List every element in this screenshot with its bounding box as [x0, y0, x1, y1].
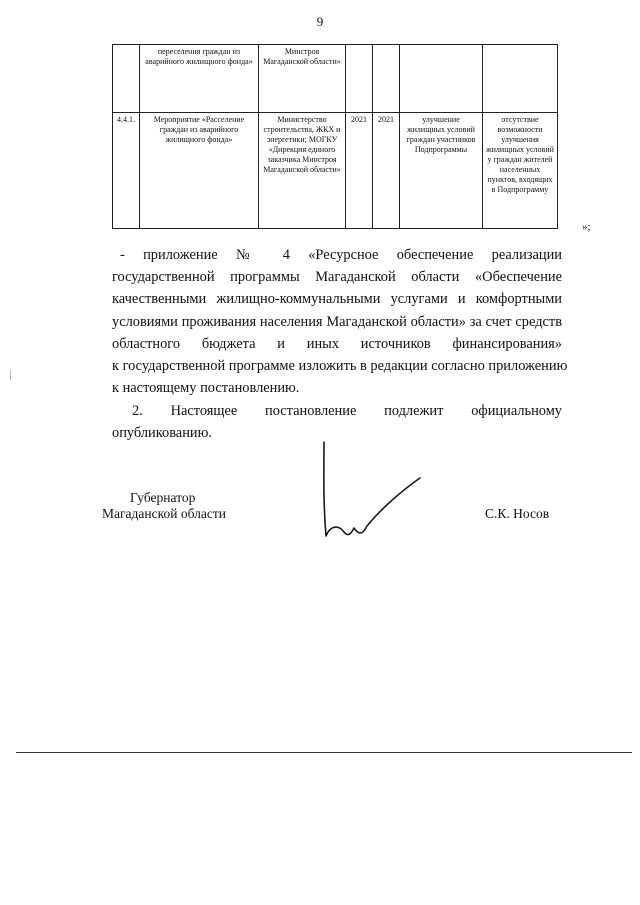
signatory-title-line2: Магаданской области [102, 506, 226, 521]
paragraph-line: условиями проживания населения Магаданской области» за счет средств [112, 313, 562, 330]
cell-executor: Минстроя Магаданской области» [259, 45, 346, 113]
margin-mark [10, 370, 11, 380]
cell-name: Мероприятие «Расселение граждан из аварийного жилищного фонда» [140, 113, 259, 229]
paragraph-line: государственной программы Магаданской области «Обеспечение [112, 269, 562, 286]
cell-number [113, 45, 140, 113]
paragraph-publication [112, 400, 562, 444]
cell-consequence: отсутствие возможности улучшения жилищных условий у граждан жителей населенных пунктов, входящих в Подпрограмму [483, 113, 558, 229]
measures-table [112, 44, 558, 229]
table-closing-quote: »; [582, 221, 591, 233]
paragraph-line: качественными жилищно-коммунальными услугами и комфортными [112, 291, 562, 308]
footer-divider [16, 752, 632, 753]
cell-result [400, 45, 483, 113]
signatory-title-line1: Губернатор [130, 490, 196, 505]
cell-consequence [483, 45, 558, 113]
table-row [113, 113, 558, 229]
paragraph-line: к настоящему постановлению. [112, 380, 300, 397]
paragraph-line: к государственной программе изложить в редакции согласно приложению [112, 358, 568, 375]
page-number: 9 [316, 14, 324, 29]
handwritten-signature [318, 440, 428, 550]
cell-name: переселения граждан из аварийного жилищного фонда» [140, 45, 259, 113]
cell-executor: Министерство строительства, ЖКХ и энергетики; МОГКУ «Дирекция единого заказчика Минстроя Магаданской области» [259, 113, 346, 229]
cell-start [346, 45, 373, 113]
cell-result: улучшение жилищных условий граждан участников Подпрограммы [400, 113, 483, 229]
paragraph-line: опубликованию. [112, 425, 212, 442]
cell-start: 2021 [346, 113, 373, 229]
paragraph-appendix [112, 244, 568, 399]
cell-number: 4.4.1. [113, 113, 140, 229]
paragraph-line: 2. Настоящее постановление подлежит официальному [132, 403, 562, 419]
signatory-name: С.К. Носов [485, 506, 550, 521]
cell-end [373, 45, 400, 113]
paragraph-line: областного бюджета и иных источников финансирования» [112, 335, 562, 352]
cell-end: 2021 [373, 113, 400, 229]
paragraph-line: - приложение № 4 «Ресурсное обеспечение реализации [120, 247, 562, 263]
table-row [113, 45, 558, 113]
